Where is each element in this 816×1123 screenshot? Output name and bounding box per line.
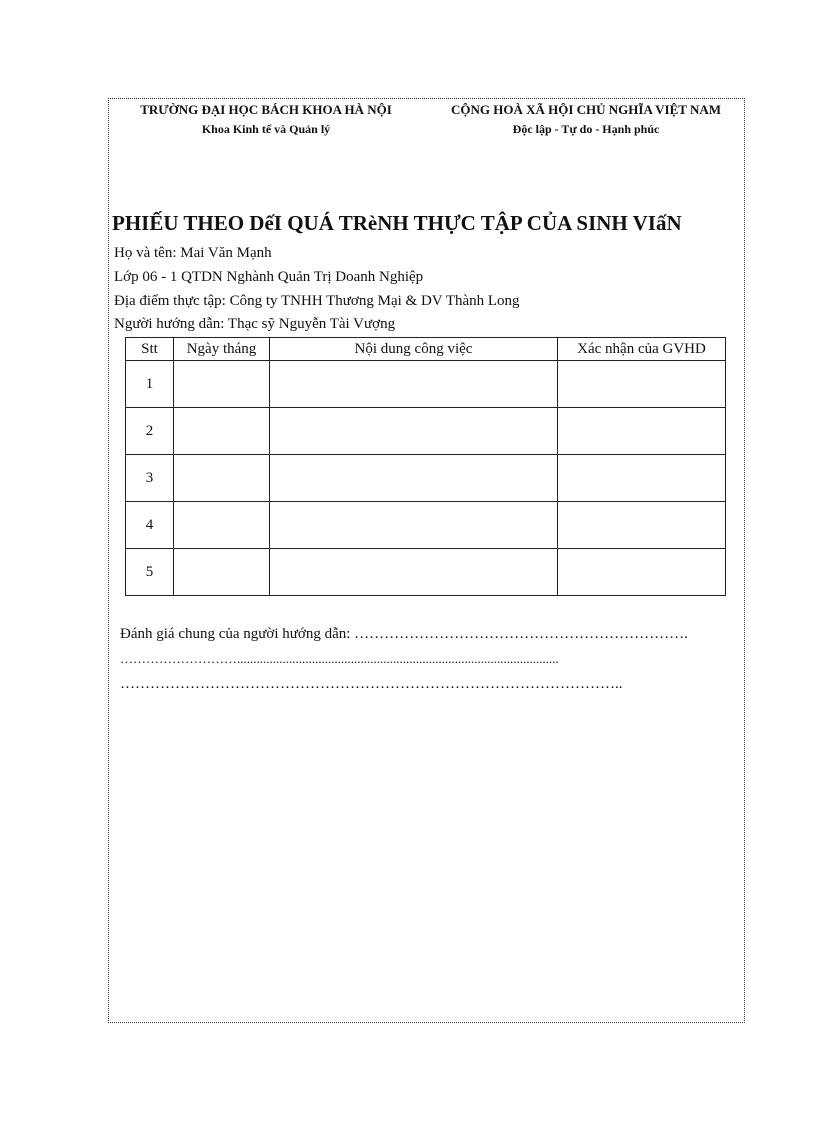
row-content [270,408,558,455]
row-date [174,502,270,549]
supervisor: Người hướng dẫn: Thạc sỹ Nguyễn Tài Vượng [114,316,396,332]
evaluation-line-2: ………………………................................................................................................... [120,651,559,666]
row-date [174,455,270,502]
col-header-content: Nội dung công việc [270,338,558,361]
row-date [174,408,270,455]
row-stt: 3 [126,455,174,502]
university-name: TRƯỜNG ĐẠI HỌC BÁCH KHOA HÀ NỘI [140,102,392,117]
row-confirmation [558,408,726,455]
row-confirmation [558,549,726,596]
row-content [270,455,558,502]
row-confirmation [558,455,726,502]
row-stt: 4 [126,502,174,549]
row-content [270,502,558,549]
table-row [126,502,726,549]
university-header [126,102,406,137]
evaluation-line-3: ……………………………………………………………………………………….. [120,676,623,692]
national-motto-header [440,102,732,137]
col-header-stt: Stt [126,338,174,361]
motto: Độc lập - Tự do - Hạnh phúc [512,122,660,136]
row-content [270,361,558,408]
row-stt: 1 [126,361,174,408]
table-row [126,408,726,455]
form-title: PHIẾU THEO DếI QUÁ TRèNH THỰC TẬP CỦA SINH VIấN [112,211,682,235]
country-name: CỘNG HOÀ XÃ HỘI CHỦ NGHĨA VIỆT NAM [450,102,722,117]
evaluation-line-1: Đánh giá chung của người hướng dẫn: …………………………………………………………. [120,626,688,642]
internship-log-table [125,337,726,596]
col-header-date: Ngày tháng [174,338,270,361]
faculty-name: Khoa Kinh tế và Quản lý [201,122,331,136]
row-stt: 2 [126,408,174,455]
student-class: Lớp 06 - 1 QTDN Nghành Quản Trị Doanh Nghiệp [114,269,424,285]
table-header-row [126,338,726,361]
internship-location: Địa điểm thực tập: Công ty TNHH Thương Mại & DV Thành Long [114,293,520,309]
row-date [174,361,270,408]
row-stt: 5 [126,549,174,596]
row-date [174,549,270,596]
row-confirmation [558,502,726,549]
row-confirmation [558,361,726,408]
row-content [270,549,558,596]
col-header-confirmation: Xác nhận của GVHD [558,338,726,361]
table-row [126,549,726,596]
table-row [126,361,726,408]
student-name: Họ và tên: Mai Văn Mạnh [114,245,272,261]
table-row [126,455,726,502]
